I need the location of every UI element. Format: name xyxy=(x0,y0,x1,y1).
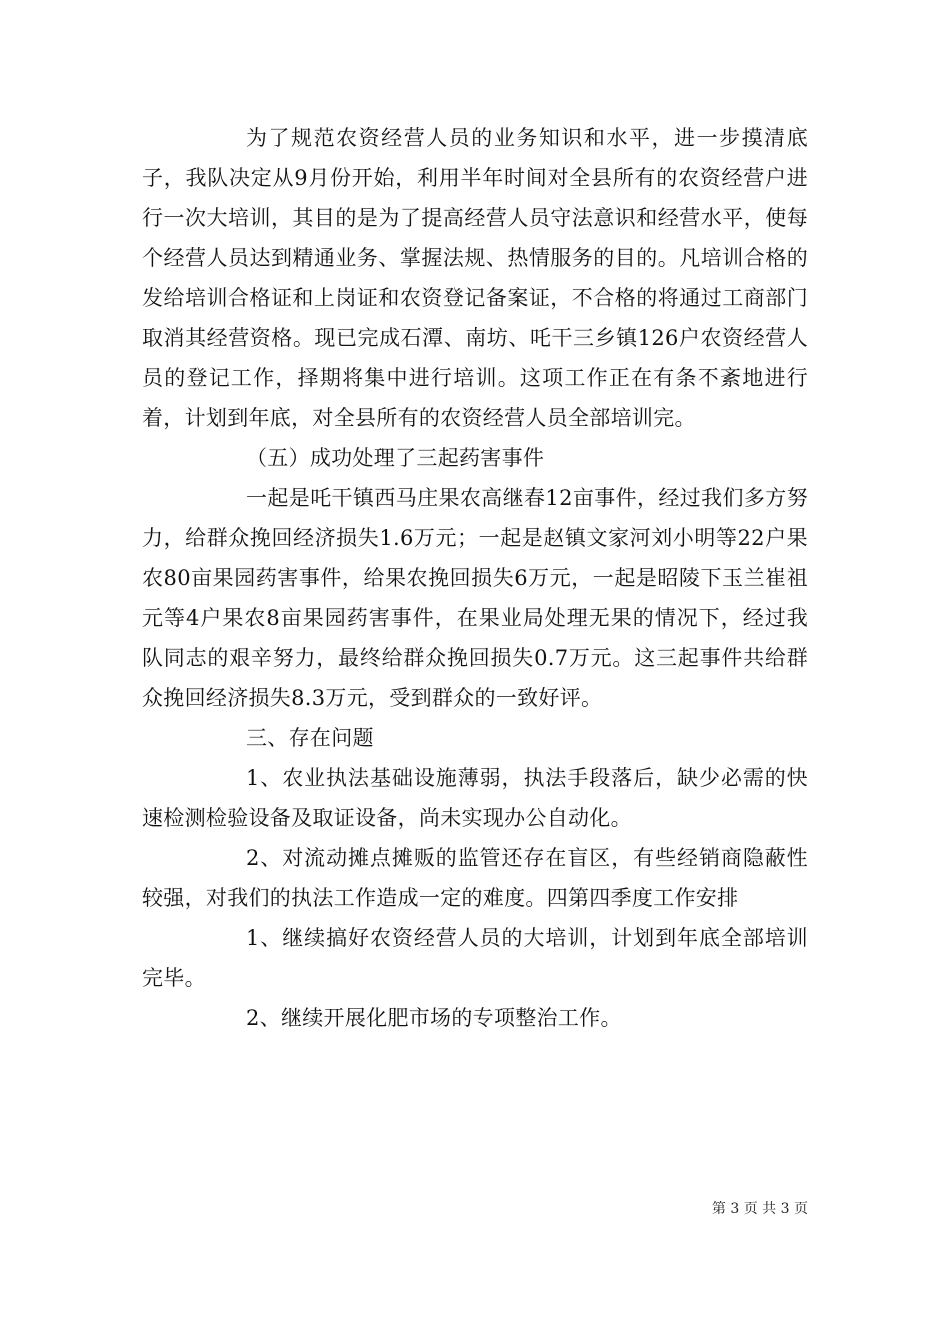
document-body xyxy=(142,118,808,1038)
section-heading-pesticide-incidents: （五）成功处理了三起药害事件 xyxy=(246,446,545,470)
paragraph-incidents: 一起是吒干镇西马庄果农高继春12亩事件，经过我们多方努力，给群众挽回经济损失1.6万元；一起是赵镇文家河刘小明等22户果农80亩果园药害事件，给果农挽回损失6万元，一起是昭陵下玉兰崔祖元等4户果农8亩果园药害事件，在果业局处理无果的情况下，经过我队同志的艰辛努力，最终给群众挽回损失0.7万元。这三起事件共给群众挽回经济损失8.3万元，受到群众的一致好评。 xyxy=(142,486,808,710)
page-number: 第 3 页 共 3 页 xyxy=(711,1201,808,1217)
paragraph-plan-1: 1、继续搞好农资经营人员的大培训，计划到年底全部培训完毕。 xyxy=(142,926,808,990)
paragraph-plan-2: 2、继续开展化肥市场的专项整治工作。 xyxy=(246,1006,622,1030)
paragraph-problem-2: 2、对流动摊点摊贩的监管还存在盲区，有些经销商隐蔽性较强，对我们的执法工作造成一定的难度。四第四季度工作安排 xyxy=(142,846,808,910)
paragraph-training: 为了规范农资经营人员的业务知识和水平，进一步摸清底子，我队决定从9月份开始，利用半年时间对全县所有的农资经营户进行一次大培训，其目的是为了提高经营人员守法意识和经营水平，使每个经营人员达到精通业务、掌握法规、热情服务的目的。凡培训合格的发给培训合格证和上岗证和农资登记备案证，不合格的将通过工商部门取消其经营资格。现已完成石潭、南坊、吒干三乡镇126户农资经营人员的登记工作，择期将集中进行培训。这项工作正在有条不紊地进行着，计划到年底，对全县所有的农资经营人员全部培训完。 xyxy=(142,126,808,430)
paragraph-problem-1: 1、农业执法基础设施薄弱，执法手段落后，缺少必需的快速检测检验设备及取证设备，尚未实现办公自动化。 xyxy=(142,766,808,830)
section-heading-problems: 三、存在问题 xyxy=(246,726,374,750)
